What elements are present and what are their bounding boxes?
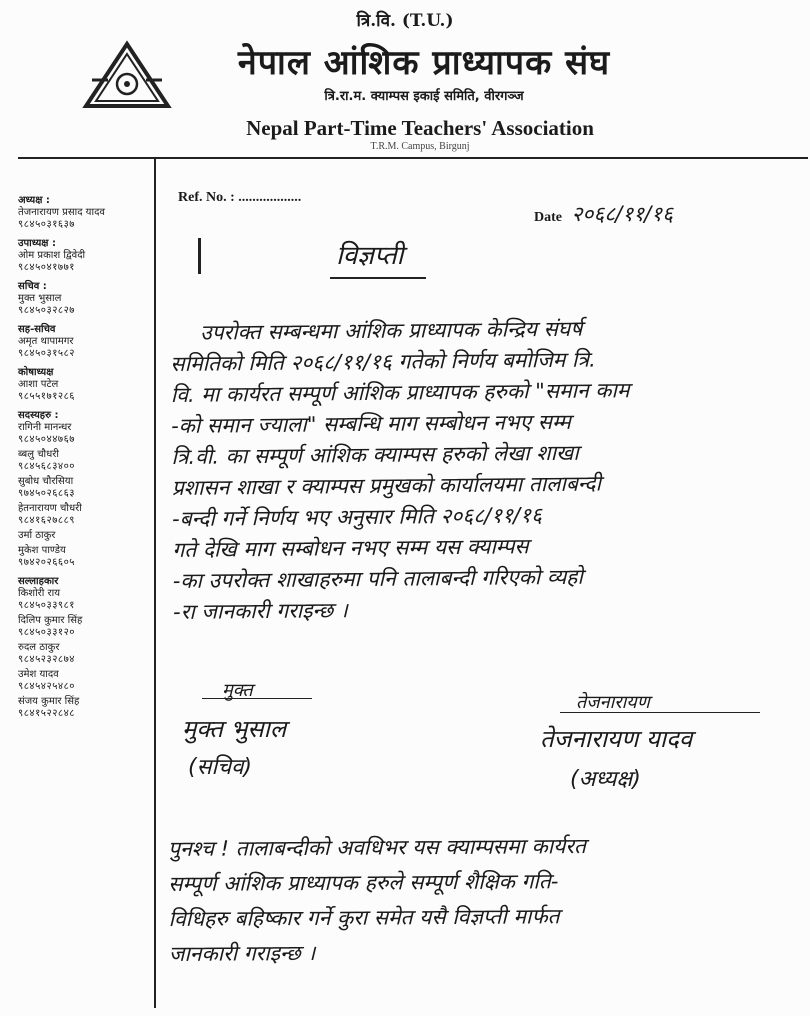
- notice-line: गते देखि माग सम्बोधन नभए सम्म यस क्याम्पस: [172, 534, 529, 562]
- member-phone: ९८४५०३३१२०: [18, 627, 75, 638]
- committee-member: [18, 367, 150, 403]
- signatory-name: तेजनारायण यादव: [540, 725, 693, 753]
- committee-member: [18, 615, 150, 639]
- member-phone: ९८४५०३३९८१: [18, 600, 75, 611]
- notice-line: त्रि.वी. का सम्पूर्ण आंशिक क्याम्पस हरुको लेखा शाखा: [171, 440, 579, 469]
- member-name: दिलिप कुमार सिंह: [18, 615, 83, 626]
- header-divider: [18, 157, 808, 159]
- member-name: मुकेश पाण्डेय: [18, 545, 66, 556]
- member-role: सह-सचिव: [18, 324, 56, 335]
- committee-member: [18, 545, 150, 569]
- campus-name: T.R.M. Campus, Birgunj: [370, 141, 470, 152]
- university-tag: त्रि.वि. (T.U.): [356, 11, 454, 31]
- committee-member: [18, 696, 150, 720]
- association-logo-icon: [82, 40, 172, 110]
- notice-line: -बन्दी गर्ने निर्णय भए अनुसार मिति २०६८/११/१६: [171, 503, 543, 531]
- signatory-title: (सचिव): [188, 755, 252, 780]
- member-role: सदस्यहरु :: [18, 410, 59, 421]
- member-phone: ९७४५०२६८६३: [18, 488, 75, 499]
- committee-member: [18, 530, 150, 542]
- org-name-english: Nepal Part-Time Teachers' Association: [246, 116, 594, 140]
- member-role: सल्लाहकार: [18, 576, 59, 587]
- member-phone: ९८४५२३२८७४: [18, 654, 75, 665]
- date-label: Date: [534, 210, 562, 225]
- notice-line: वि. मा कार्यरत सम्पूर्ण आंशिक प्राध्यापक हरुको "समान काम: [170, 378, 630, 407]
- org-name-nepali: नेपाल आंशिक प्राध्यापक संघ: [237, 43, 611, 83]
- signature-secretary: [182, 678, 382, 788]
- postscript-line: जानकारी गराइन्छ ।: [168, 940, 316, 966]
- member-name: संजय कुमार सिंह: [18, 696, 80, 707]
- member-role: सचिव :: [18, 281, 47, 292]
- member-name: उमेश यादव: [18, 669, 59, 680]
- member-role: कोषाध्यक्ष: [18, 367, 54, 378]
- signatory-name: मुक्त भुसाल: [182, 715, 287, 743]
- notice-line: -को समान ज्याला" सम्बन्धि माग सम्बोधन नभए सम्म: [171, 409, 572, 438]
- title-underline: [330, 277, 426, 279]
- member-phone: ९८४१५२२८४८: [18, 708, 75, 719]
- member-name: किशोरी राय: [18, 588, 60, 599]
- committee-member: [18, 449, 150, 473]
- sidebar-divider: [154, 158, 156, 1008]
- member-phone: ९८४५०३१६३७: [18, 219, 75, 230]
- committee-member: [18, 410, 150, 446]
- member-phone: ९८४५०३१५८२: [18, 348, 75, 359]
- member-phone: ९८४५०४४७६७: [18, 434, 75, 445]
- date-block: [534, 200, 673, 228]
- notice-body: [170, 312, 785, 628]
- notice-line: -रा जानकारी गराइन्छ ।: [172, 598, 348, 624]
- member-phone: ९८४५०४१७७१: [18, 262, 75, 273]
- title-bracket-left: [198, 238, 201, 274]
- committee-member: [18, 195, 150, 231]
- committee-member: [18, 576, 150, 612]
- committee-member: [18, 503, 150, 527]
- member-phone: ९८४१६२७८८९: [18, 515, 75, 526]
- member-name: ब्बलु चौधरी: [18, 449, 59, 460]
- member-name: हेतनारायण चौधरी: [18, 503, 82, 514]
- committee-member: [18, 476, 150, 500]
- postscript-line: पुनश्च ! तालाबन्दीको अवधिभर यस क्याम्पसमा कार्यरत: [168, 834, 587, 861]
- committee-member: [18, 238, 150, 274]
- signature-scribble: मुक्त: [222, 680, 253, 701]
- notice-line: प्रशासन शाखा र क्याम्पस प्रमुखको कार्यालयमा तालाबन्दी: [171, 471, 602, 500]
- member-name: रुदल ठाकुर: [18, 642, 60, 653]
- member-name: रागिनी मानन्धर: [18, 422, 72, 433]
- org-unit-nepali: त्रि.रा.म. क्याम्पस इकाई समिति, वीरगञ्ज: [324, 89, 524, 104]
- signatory-title: (अध्यक्ष): [570, 767, 641, 792]
- committee-member: [18, 324, 150, 360]
- member-name: ओम प्रकाश द्विवेदी: [18, 250, 86, 261]
- date-value: २०६८/११/१६: [571, 202, 674, 226]
- member-phone: ९७४२०२६६०५: [18, 557, 75, 568]
- notice-title: विज्ञप्ती: [336, 241, 404, 271]
- postscript: [168, 828, 789, 972]
- member-phone: ९८४५६८३४००: [18, 461, 75, 472]
- notice-line: -का उपरोक्त शाखाहरुमा पनि तालाबन्दी गरिएको व्यहो: [172, 564, 583, 593]
- member-name: सुबोध चौरसिया: [18, 476, 74, 487]
- member-phone: ९८४५४२५४८०: [18, 681, 75, 692]
- member-name: मुक्त भुसाल: [18, 293, 62, 304]
- member-phone: ९८५५१७१२८६: [18, 391, 75, 402]
- member-name: आशा पटेल: [18, 379, 59, 390]
- notice-line: उपरोक्त सम्बन्धमा आंशिक प्राध्यापक केन्द्रिय संघर्ष: [200, 316, 583, 345]
- member-name: अमृत थापामगर: [18, 336, 74, 347]
- notice-line: समितिको मिति २०६८/११/१६ गतेको निर्णय बमोजिम त्रि.: [170, 347, 596, 376]
- committee-sidebar: [18, 188, 150, 720]
- signature-scribble: तेजनारायण: [576, 692, 650, 713]
- postscript-line: सम्पूर्ण आंशिक प्राध्यापक हरुले सम्पूर्ण शैक्षिक गति-: [168, 869, 559, 896]
- member-name: तेजनारायण प्रसाद यादव: [18, 207, 105, 218]
- committee-member: [18, 281, 150, 317]
- committee-member: [18, 669, 150, 693]
- member-role: उपाध्यक्ष :: [18, 238, 56, 249]
- member-role: अध्यक्ष :: [18, 195, 50, 206]
- member-name: उर्मा ठाकुर: [18, 530, 56, 541]
- postscript-line: विधिहरु बहिष्कार गर्ने कुरा समेत यसै विज्ञप्ती मार्फत: [168, 904, 560, 931]
- committee-member: [18, 642, 150, 666]
- ref-number: Ref. No. : ..................: [178, 190, 302, 205]
- member-phone: ९८४५०३२८२७: [18, 305, 75, 316]
- signature-president: [540, 690, 780, 810]
